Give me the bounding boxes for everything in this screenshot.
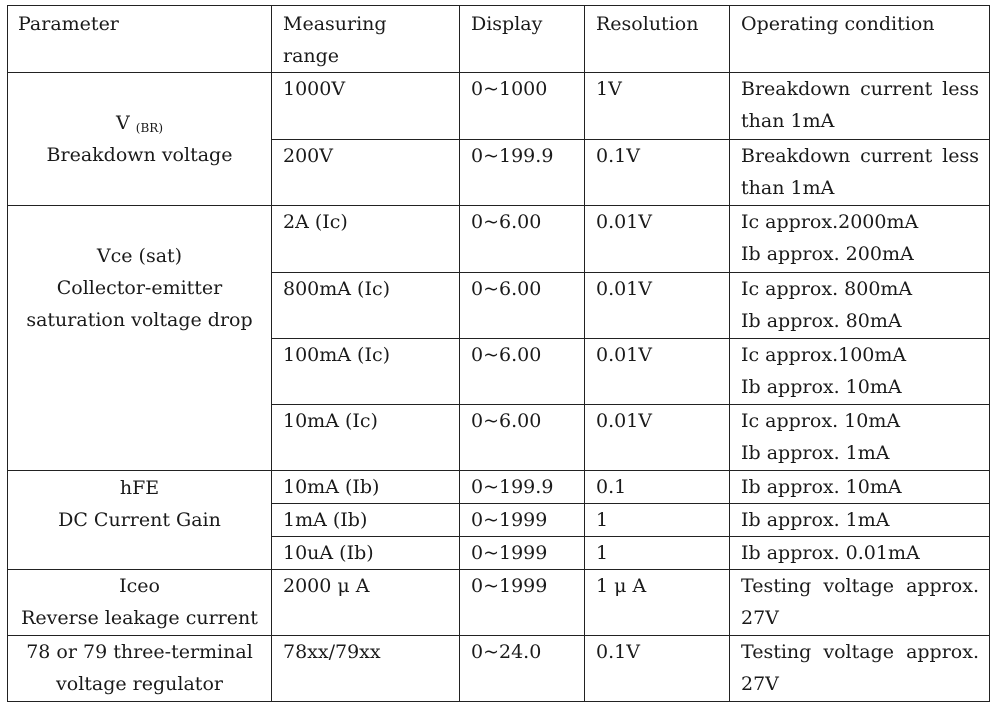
param-iceo xyxy=(8,570,272,636)
header-range-line2: range xyxy=(283,45,340,67)
param-vce-symbol: Vce (sat) xyxy=(96,245,183,267)
condition-cell: Testing voltage approx. 27V xyxy=(730,570,990,636)
param-vbr-symbol-sub: (BR) xyxy=(135,121,163,135)
display-cell: 0~6.00 xyxy=(460,405,585,471)
resolution-cell: 1V xyxy=(585,73,730,140)
display-cell: 0~1000 xyxy=(460,73,585,140)
range-cell: 10uA (Ib) xyxy=(272,537,460,570)
header-row xyxy=(8,6,990,73)
resolution-cell: 0.01V xyxy=(585,339,730,405)
header-parameter xyxy=(8,6,272,73)
condition-line-ib: Ib approx. 200mA xyxy=(741,243,914,265)
header-resolution-text: Resolution xyxy=(596,13,699,35)
condition-cell: Breakdown current less than 1mA xyxy=(730,73,990,140)
header-range-line1: Measuring xyxy=(283,13,387,35)
display-cell: 0~1999 xyxy=(460,537,585,570)
table-row xyxy=(8,206,990,273)
range-cell: 10mA (Ic) xyxy=(272,405,460,471)
table-row xyxy=(8,471,990,504)
range-cell: 10mA (Ib) xyxy=(272,471,460,504)
condition-line-ib: Ib approx. 10mA xyxy=(741,376,902,398)
condition-line-ic: Ic approx.100mA xyxy=(741,344,907,366)
header-range xyxy=(272,6,460,73)
param-vce-label-line1: Collector-emitter xyxy=(56,277,223,299)
range-cell: 78xx/79xx xyxy=(272,636,460,702)
condition-cell xyxy=(730,206,990,273)
condition-line-ic: Ic approx. 10mA xyxy=(741,410,901,432)
range-cell: 100mA (Ic) xyxy=(272,339,460,405)
resolution-cell: 0.1 xyxy=(585,471,730,504)
condition-cell: Ib approx. 0.01mA xyxy=(730,537,990,570)
resolution-cell: 0.1V xyxy=(585,636,730,702)
param-vce-label-line2: saturation voltage drop xyxy=(26,309,253,331)
range-cell: 2000 μ A xyxy=(272,570,460,636)
range-cell: 200V xyxy=(272,140,460,206)
header-condition xyxy=(730,6,990,73)
condition-line-ic: Ic approx.2000mA xyxy=(741,211,919,233)
header-parameter-text: Parameter xyxy=(18,13,119,35)
param-vbr-symbol-main: V xyxy=(116,112,130,134)
spec-table xyxy=(7,5,990,702)
header-resolution xyxy=(585,6,730,73)
display-cell: 0~6.00 xyxy=(460,339,585,405)
resolution-cell: 0.01V xyxy=(585,405,730,471)
display-cell: 0~6.00 xyxy=(460,273,585,339)
header-display-text: Display xyxy=(471,13,543,35)
condition-cell: Breakdown current less than 1mA xyxy=(730,140,990,206)
resolution-cell: 0.01V xyxy=(585,206,730,273)
resolution-cell: 1 xyxy=(585,504,730,537)
display-cell: 0~24.0 xyxy=(460,636,585,702)
display-cell: 0~199.9 xyxy=(460,471,585,504)
condition-cell: Testing voltage approx. 27V xyxy=(730,636,990,702)
condition-line-ib: Ib approx. 80mA xyxy=(741,310,902,332)
param-vbr-symbol xyxy=(16,107,263,139)
param-regulator xyxy=(8,636,272,702)
condition-line-ib: Ib approx. 1mA xyxy=(741,442,890,464)
param-vce xyxy=(8,206,272,471)
range-cell: 1000V xyxy=(272,73,460,140)
param-vbr-label: Breakdown voltage xyxy=(46,144,233,166)
resolution-cell: 0.1V xyxy=(585,140,730,206)
param-iceo-symbol: Iceo xyxy=(119,575,160,597)
param-vbr xyxy=(8,73,272,206)
range-cell: 2A (Ic) xyxy=(272,206,460,273)
condition-cell xyxy=(730,339,990,405)
param-regulator-label-line1: 78 or 79 three-terminal xyxy=(26,641,253,663)
range-cell: 800mA (Ic) xyxy=(272,273,460,339)
condition-cell xyxy=(730,405,990,471)
param-hfe-label: DC Current Gain xyxy=(58,509,221,531)
param-hfe xyxy=(8,471,272,570)
param-hfe-symbol: hFE xyxy=(119,477,160,499)
condition-cell xyxy=(730,273,990,339)
param-regulator-label-line2: voltage regulator xyxy=(56,673,223,695)
display-cell: 0~1999 xyxy=(460,570,585,636)
resolution-cell: 1 xyxy=(585,537,730,570)
range-cell: 1mA (Ib) xyxy=(272,504,460,537)
display-cell: 0~6.00 xyxy=(460,206,585,273)
param-iceo-label: Reverse leakage current xyxy=(21,607,258,629)
display-cell: 0~1999 xyxy=(460,504,585,537)
resolution-cell: 1 μ A xyxy=(585,570,730,636)
condition-line-ic: Ic approx. 800mA xyxy=(741,278,913,300)
display-cell: 0~199.9 xyxy=(460,140,585,206)
condition-cell: Ib approx. 1mA xyxy=(730,504,990,537)
resolution-cell: 0.01V xyxy=(585,273,730,339)
header-condition-text: Operating condition xyxy=(741,13,935,35)
table-row xyxy=(8,73,990,140)
header-display xyxy=(460,6,585,73)
table-row xyxy=(8,636,990,702)
condition-cell: Ib approx. 10mA xyxy=(730,471,990,504)
table-row xyxy=(8,570,990,636)
